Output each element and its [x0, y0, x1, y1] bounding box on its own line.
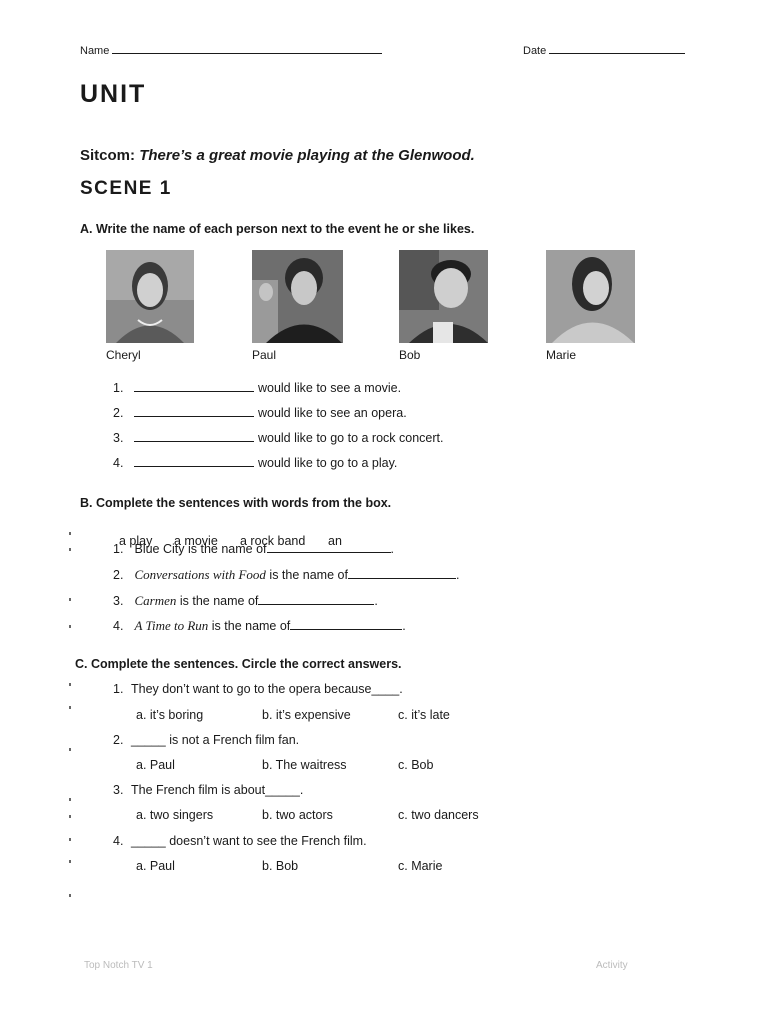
caption-person-3: Bob: [399, 348, 421, 362]
margin-mark: [69, 838, 71, 841]
section-b-item: 1. Blue City is the name of .: [113, 542, 394, 556]
margin-mark: [69, 548, 71, 551]
question-text: 3. The French film is about_____.: [113, 783, 304, 797]
margin-mark: [69, 532, 71, 535]
answer-blank[interactable]: [267, 552, 391, 553]
section-c-instruction: C. Complete the sentences. Circle the correct answers.: [75, 657, 402, 671]
section-a-item: 1. would like to see a movie.: [113, 381, 402, 395]
photo-paul: [252, 250, 343, 343]
photo-marie: [546, 250, 635, 343]
answer-blank[interactable]: [290, 629, 402, 630]
section-b-instruction: B. Complete the sentences with words from the box.: [80, 496, 392, 510]
scene-title: SCENE 1: [80, 178, 172, 199]
name-field: [80, 45, 382, 57]
question-text: 2. _____ is not a French film fan.: [113, 733, 300, 747]
sitcom-label: Sitcom:: [80, 147, 136, 164]
answer-option[interactable]: c. Bob: [398, 758, 434, 772]
answer-blank[interactable]: [134, 466, 254, 467]
margin-mark: [69, 815, 71, 818]
section-b-item: 2. Conversations with Food is the name of .: [113, 567, 460, 582]
answer-blank[interactable]: [134, 391, 254, 392]
photo-cheryl: [106, 250, 194, 343]
answer-option[interactable]: a. two singers: [136, 808, 214, 822]
section-b-item: 4. A Time to Run is the name of .: [113, 618, 406, 633]
unit-title: UNIT: [80, 80, 147, 108]
word-box-item: a movie: [174, 534, 218, 548]
section-a-item: 4. would like to go to a play.: [113, 456, 398, 470]
margin-mark: [69, 798, 71, 801]
name-blank[interactable]: [112, 53, 382, 54]
margin-mark: [69, 706, 71, 709]
answer-option[interactable]: c. Marie: [398, 859, 443, 873]
name-label: Name: [80, 45, 110, 57]
margin-mark: [69, 894, 71, 897]
date-blank[interactable]: [549, 53, 685, 54]
photo-bob: [399, 250, 488, 343]
answer-blank[interactable]: [134, 416, 254, 417]
word-box-item: a play: [119, 534, 153, 548]
answer-option[interactable]: b. it’s expensive: [262, 708, 351, 722]
footer-left: Top Notch TV 1: [84, 960, 153, 971]
date-field: [523, 45, 685, 57]
sitcom-heading: [80, 147, 475, 164]
answer-option[interactable]: c. it’s late: [398, 708, 450, 722]
section-a-instruction: A. Write the name of each person next to the event he or she likes.: [80, 222, 475, 236]
answer-option[interactable]: a. Paul: [136, 859, 175, 873]
margin-mark: [69, 598, 71, 601]
caption-person-2: Paul: [252, 348, 277, 362]
margin-mark: [69, 625, 71, 628]
date-label: Date: [523, 45, 547, 57]
section-b-item: 3. Carmen is the name of .: [113, 593, 378, 608]
question-text: 1. They don’t want to go to the opera because____.: [113, 682, 403, 696]
answer-option[interactable]: b. Bob: [262, 859, 299, 873]
answer-option[interactable]: a. Paul: [136, 758, 175, 772]
question-text: 4. _____ doesn’t want to see the French film.: [113, 834, 367, 848]
margin-mark: [69, 683, 71, 686]
section-a-item: 3. would like to go to a rock concert.: [113, 431, 444, 445]
footer-right: Activity: [596, 960, 628, 971]
caption-person-4: Marie: [546, 348, 577, 362]
section-a-item: 2. would like to see an opera.: [113, 406, 407, 420]
caption-person-1: Cheryl: [106, 348, 141, 362]
answer-option[interactable]: c. two dancers: [398, 808, 479, 822]
margin-mark: [69, 860, 71, 863]
answer-blank[interactable]: [348, 578, 456, 579]
word-box-item: an: [328, 534, 342, 548]
margin-mark: [69, 748, 71, 751]
answer-option[interactable]: b. two actors: [262, 808, 333, 822]
answer-option[interactable]: a. it’s boring: [136, 708, 204, 722]
answer-blank[interactable]: [134, 441, 254, 442]
word-box-item: a rock band: [240, 534, 306, 548]
sitcom-episode-title: There’s a great movie playing at the Glenwood.: [139, 147, 475, 164]
answer-blank[interactable]: [258, 604, 374, 605]
answer-option[interactable]: b. The waitress: [262, 758, 347, 772]
